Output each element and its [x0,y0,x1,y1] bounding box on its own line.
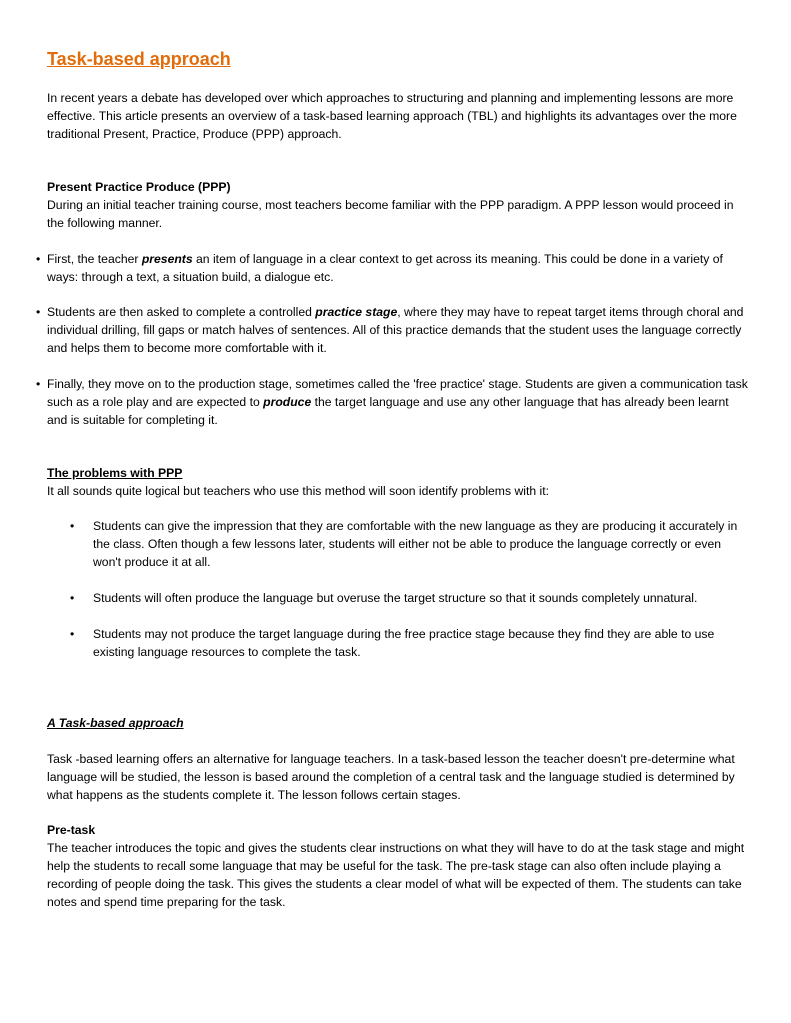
emphasis-text: produce [263,395,312,409]
emphasis-text: practice stage [315,305,398,319]
bullet-icon: • [70,591,75,605]
ppp-list-item [36,375,748,429]
ppp-intro-paragraph: During an initial teacher training course, most teachers become familiar with the PPP paradigm. A PPP lesson would proceed in the following manner. [47,198,734,230]
list-item-text: First, the teacher presents an item of language in a clear context to get across its meaning. This could be done in a variety of ways: through a text, a situation build, a dialogue etc. [47,252,723,284]
problems-heading: The problems with PPP [47,466,183,480]
bullet-icon: • [70,519,75,533]
bullet-icon: • [36,305,41,319]
intro-paragraph: In recent years a debate has developed over which approaches to structuring and planning and implementing lessons are more effective. This article presents an overview of a task-based learning approach (TBL) and highlights its advantages over the more traditional Present, Practice, Produce (PPP) approach. [47,91,737,141]
bullet-icon: • [36,377,41,391]
pretask-heading: Pre-task [47,823,96,837]
list-item-text: Students can give the impression that they are comfortable with the new language as they are producing it accurately in the class. Often though a few lessons later, students will either not be able to produce the language correctly or even won't produce it at all. [93,519,738,569]
bullet-icon: • [70,627,75,641]
tbl-heading: A Task-based approach [47,716,184,730]
pretask-paragraph: The teacher introduces the topic and gives the students clear instructions on what they will have to do at the task stage and might help the students to recall some language that may be useful for the task. The pre-task stage can also often include playing a recording of people doing the task. This gives the students a clear model of what will be expected of them. The students can take notes and spend time preparing for the task. [47,841,745,909]
problems-intro-paragraph: It all sounds quite logical but teachers who use this method will soon identify problems with it: [47,484,549,498]
ppp-list-item [36,250,748,286]
emphasis-text: presents [141,252,193,266]
problems-list-item [70,589,746,607]
list-item-text: Students may not produce the target language during the free practice stage because they find they are able to use existing language resources to complete the task. [93,627,715,659]
problems-list-item [70,625,746,661]
page-title: Task-based approach [47,49,231,69]
list-item-text: Students are then asked to complete a controlled practice stage, where they may have to repeat target items through choral and individual drilling, fill gaps or match halves of sentences. All of this practice demands that the student uses the language correctly and helps them to become more comfortable with it. [47,305,744,355]
tbl-intro-paragraph: Task -based learning offers an alternative for language teachers. In a task-based lesson the teacher doesn't pre-determine what language will be studied, the lesson is based around the completion of a central task and the language studied is determined by what happens as the students complete it. The lesson follows certain stages. [47,752,735,802]
list-item-text: Students will often produce the language but overuse the target structure so that it sounds completely unnatural. [93,591,698,605]
ppp-list-item [36,303,748,357]
list-item-text: Finally, they move on to the production stage, sometimes called the 'free practice' stage. Students are given a communication task such as a role play and are expected to produce the target language and use any other language that has already been learnt and is suitable for completing it. [47,377,748,427]
problems-list-item [70,517,746,571]
ppp-heading: Present Practice Produce (PPP) [47,180,231,194]
bullet-icon: • [36,252,41,266]
